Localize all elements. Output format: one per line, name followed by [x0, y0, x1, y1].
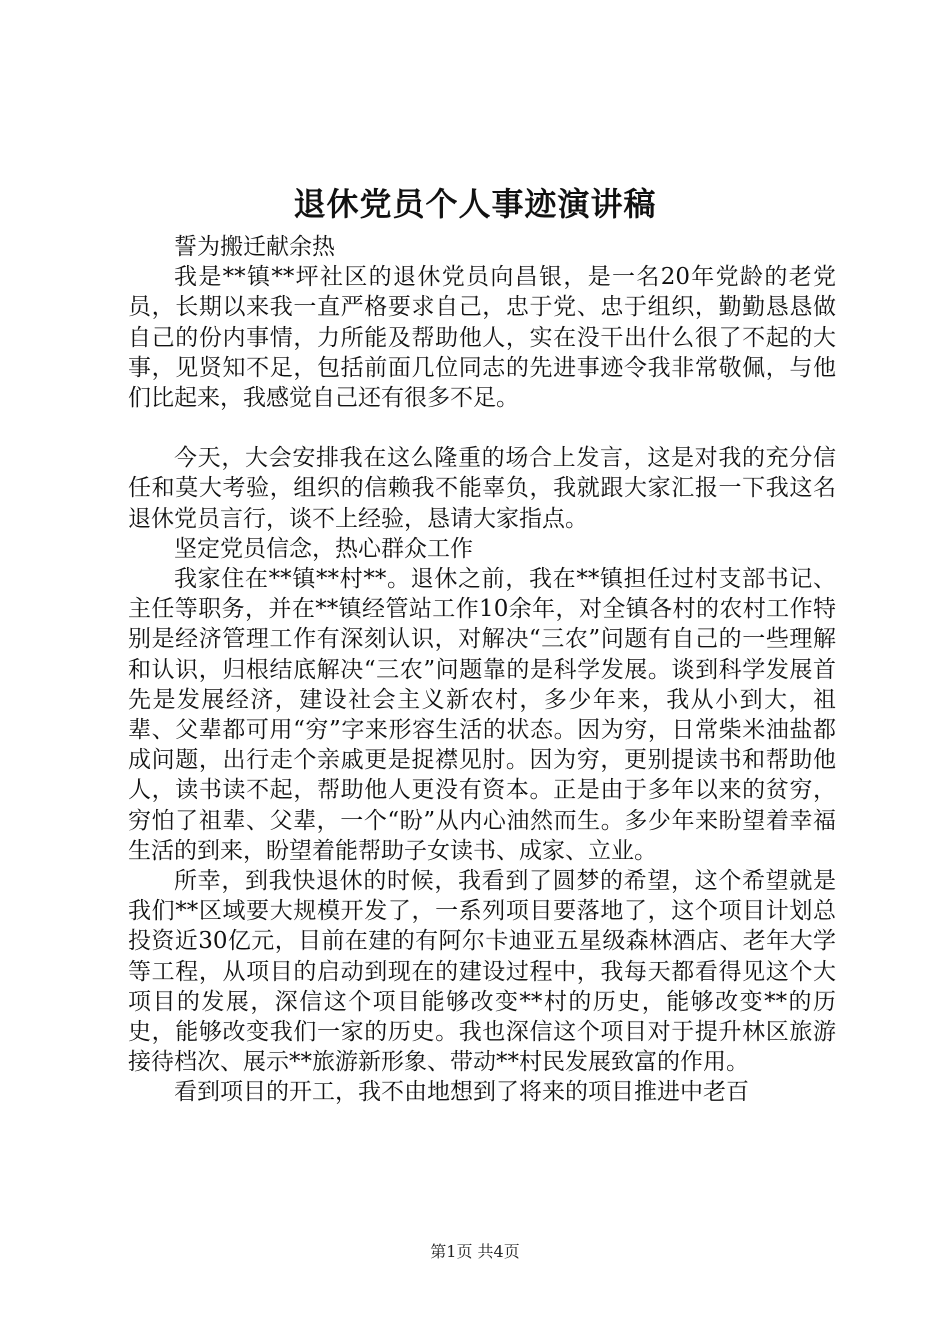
page-footer: 第1页 共4页 [430, 1242, 520, 1261]
document-body [128, 232, 836, 1108]
paragraph-report: 今天，大会安排我在这么隆重的场合上发言，这是对我的充分信任和莫大考验，组织的信赖我不能辜负，我就跟大家汇报一下我这名退休党员言行，谈不上经验，恳请大家指点。 [128, 445, 836, 532]
document-title: 退休党员个人事迹演讲稿 [293, 185, 657, 223]
section-heading-belief: 坚定党员信念，热心群众工作 [174, 535, 473, 562]
paragraph-introduction: 我是**镇**坪社区的退休党员向昌银，是一名20年党龄的老党员，长期以来我一直严格要求自己，忠于党、忠于组织，勤勤恳恳做自己的份内事情，力所能及帮助他人，实在没干出什么很了不起的大事，见贤知不足，包括前面几位同志的先进事迹令我非常敬佩，与他们比起来，我感觉自己还有很多不足。 [128, 264, 836, 412]
section-heading-relocation: 誓为搬迁献余热 [174, 234, 335, 260]
paragraph-project: 所幸，到我快退休的时候，我看到了圆梦的希望，这个希望就是我们**区域要大规模开发了，一系列项目要落地了，这个项目计划总投资近30亿元，目前在建的有阿尔卡迪亚五星级森林酒店、老年大学等工程，从项目的启动到现在的建设过程中，我每天都看得见这个大项目的发展，深信这个项目能够改变**村的历史，能够改变**的历史，能够改变我们一家的历史。我也深信这个项目对于提升林区旅游接待档次、展示**旅游新形象、带动**村民发展致富的作用。 [128, 868, 836, 1076]
paragraph-background: 我家住在**镇**村**。退休之前，我在**镇担任过村支部书记、主任等职务，并在**镇经管站工作10余年，对全镇各村的农村工作特别是经济管理工作有深刻认识，对解决“三农”问题有自己的一些理解和认识，归根结底解决“三农”问题靠的是科学发展。谈到科学发展首先是发展经济，建设社会主义新农村，多少年来，我从小到大，祖辈、父辈都可用“穷”字来形容生活的状态。因为穷，日常柴米油盐都成问题，出行走个亲戚更是捉襟见肘。因为穷，更别提读书和帮助他人，读书读不起，帮助他人更没有资本。正是由于多年以来的贫穷，穷怕了祖辈、父辈，一个“盼”从内心油然而生。多少年来盼望着幸福生活的到来，盼望着能帮助子女读书、成家、立业。 [128, 566, 836, 864]
paragraph-continuation: 看到项目的开工，我不由地想到了将来的项目推进中老百 [174, 1079, 749, 1106]
